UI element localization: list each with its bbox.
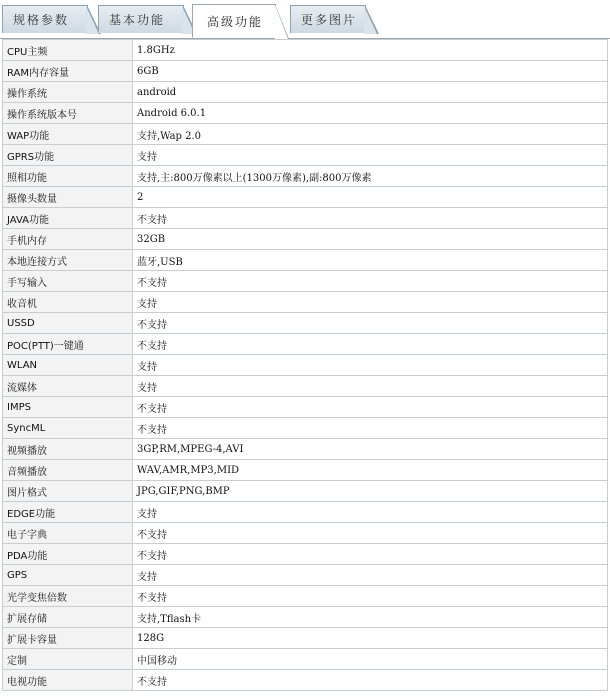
spec-key: GPRS功能 xyxy=(3,145,133,166)
spec-value: 3GP,RM,MPEG-4,AVI xyxy=(133,439,608,460)
spec-key: 摄像头数量 xyxy=(3,187,133,208)
spec-key: USSD xyxy=(3,313,133,334)
tab-label: 规格参数 xyxy=(13,13,70,27)
spec-row xyxy=(3,544,608,565)
spec-row xyxy=(3,439,608,460)
spec-row xyxy=(3,649,608,670)
spec-row xyxy=(3,229,608,250)
spec-value: WAV,AMR,MP3,MID xyxy=(133,460,608,481)
spec-value: JPG,GIF,PNG,BMP xyxy=(133,481,608,502)
spec-value: 不支持 xyxy=(133,397,608,418)
spec-key: 手机内存 xyxy=(3,229,133,250)
spec-key: CPU主频 xyxy=(3,40,133,61)
spec-row xyxy=(3,586,608,607)
spec-row xyxy=(3,82,608,103)
spec-key: 电子字典 xyxy=(3,523,133,544)
spec-row xyxy=(3,670,608,691)
spec-row xyxy=(3,103,608,124)
spec-row xyxy=(3,313,608,334)
spec-row xyxy=(3,481,608,502)
spec-value: 蓝牙,USB xyxy=(133,250,608,271)
spec-row xyxy=(3,250,608,271)
spec-row xyxy=(3,187,608,208)
spec-row xyxy=(3,523,608,544)
spec-key: SyncML xyxy=(3,418,133,439)
spec-key: 操作系统 xyxy=(3,82,133,103)
spec-value: android xyxy=(133,82,608,103)
spec-row xyxy=(3,628,608,649)
spec-row xyxy=(3,376,608,397)
spec-value: 不支持 xyxy=(133,418,608,439)
spec-value: 2 xyxy=(133,187,608,208)
spec-value: 不支持 xyxy=(133,208,608,229)
tab-label: 高级功能 xyxy=(207,14,264,29)
tab-basic-functions[interactable] xyxy=(98,5,184,33)
spec-value: 支持 xyxy=(133,145,608,166)
spec-key: POC(PTT)一键通 xyxy=(3,334,133,355)
spec-row xyxy=(3,40,608,61)
spec-row xyxy=(3,502,608,523)
spec-row xyxy=(3,145,608,166)
spec-value: 6GB xyxy=(133,61,608,82)
spec-key: 音频播放 xyxy=(3,460,133,481)
spec-value: 支持 xyxy=(133,502,608,523)
tab-advanced-functions[interactable] xyxy=(192,4,276,38)
spec-row xyxy=(3,292,608,313)
spec-key: IMPS xyxy=(3,397,133,418)
spec-key: RAM内存容量 xyxy=(3,61,133,82)
spec-key: 流媒体 xyxy=(3,376,133,397)
spec-key: EDGE功能 xyxy=(3,502,133,523)
spec-value: 支持 xyxy=(133,565,608,586)
spec-key: 照相功能 xyxy=(3,166,133,187)
spec-key: 扩展存储 xyxy=(3,607,133,628)
spec-key: 定制 xyxy=(3,649,133,670)
spec-row xyxy=(3,607,608,628)
spec-table xyxy=(2,39,608,691)
spec-value: 支持,主:800万像素以上(1300万像素),副:800万像素 xyxy=(133,166,608,187)
spec-row xyxy=(3,565,608,586)
spec-value: 支持 xyxy=(133,355,608,376)
spec-row xyxy=(3,397,608,418)
tab-spec-params[interactable] xyxy=(2,5,88,33)
spec-value: 支持 xyxy=(133,292,608,313)
spec-row xyxy=(3,208,608,229)
spec-value: 支持,Tflash卡 xyxy=(133,607,608,628)
spec-key: 电视功能 xyxy=(3,670,133,691)
spec-key: WAP功能 xyxy=(3,124,133,145)
tab-label: 更多图片 xyxy=(301,13,358,27)
spec-value: 不支持 xyxy=(133,334,608,355)
spec-row xyxy=(3,355,608,376)
spec-value: 不支持 xyxy=(133,586,608,607)
spec-row xyxy=(3,460,608,481)
spec-key: 扩展卡容量 xyxy=(3,628,133,649)
spec-key: 视频播放 xyxy=(3,439,133,460)
spec-key: JAVA功能 xyxy=(3,208,133,229)
spec-key: 本地连接方式 xyxy=(3,250,133,271)
spec-row xyxy=(3,334,608,355)
spec-value: 不支持 xyxy=(133,313,608,334)
spec-key: WLAN xyxy=(3,355,133,376)
spec-value: 支持 xyxy=(133,376,608,397)
spec-row xyxy=(3,166,608,187)
spec-key: 光学变焦倍数 xyxy=(3,586,133,607)
spec-key: 操作系统版本号 xyxy=(3,103,133,124)
spec-value: 1.8GHz xyxy=(133,40,608,61)
spec-row xyxy=(3,271,608,292)
spec-key: 手写输入 xyxy=(3,271,133,292)
spec-key: PDA功能 xyxy=(3,544,133,565)
tab-bar xyxy=(0,0,610,39)
spec-row xyxy=(3,61,608,82)
spec-row xyxy=(3,124,608,145)
spec-value: 中国移动 xyxy=(133,649,608,670)
tab-label: 基本功能 xyxy=(109,13,166,27)
spec-key: 图片格式 xyxy=(3,481,133,502)
spec-row xyxy=(3,418,608,439)
spec-key: 收音机 xyxy=(3,292,133,313)
spec-value: 32GB xyxy=(133,229,608,250)
spec-value: 不支持 xyxy=(133,523,608,544)
spec-value: 不支持 xyxy=(133,544,608,565)
spec-value: 支持,Wap 2.0 xyxy=(133,124,608,145)
spec-value: 不支持 xyxy=(133,271,608,292)
spec-key: GPS xyxy=(3,565,133,586)
spec-value: Android 6.0.1 xyxy=(133,103,608,124)
spec-value: 128G xyxy=(133,628,608,649)
spec-value: 不支持 xyxy=(133,670,608,691)
tab-more-pictures[interactable] xyxy=(290,5,366,33)
